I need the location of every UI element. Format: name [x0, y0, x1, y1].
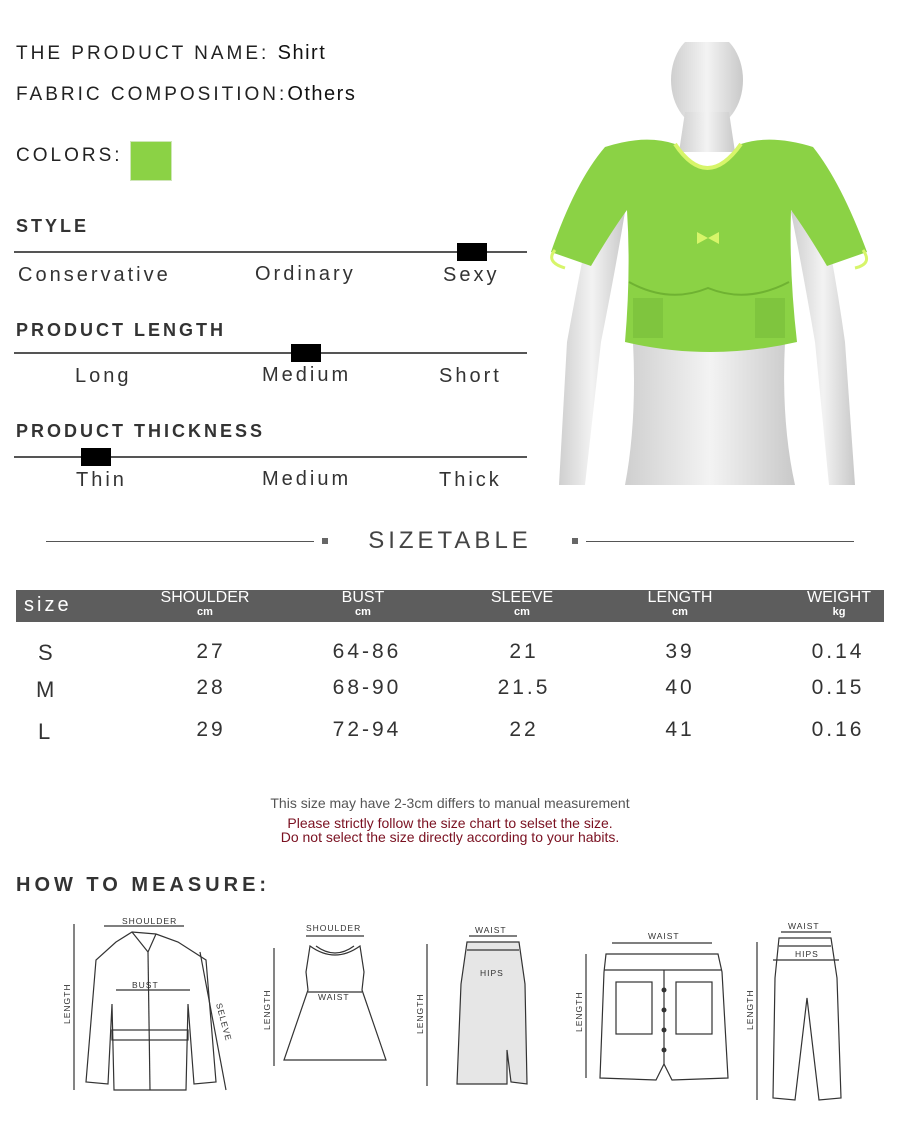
style-marker — [457, 243, 487, 261]
sizetable-dot-left — [322, 538, 328, 544]
thickness-option-medium: Medium — [262, 468, 352, 490]
cell-weight: 0.15 — [811, 676, 865, 699]
cell-sleeve: 22 — [509, 718, 539, 741]
cell-length: 41 — [665, 718, 695, 741]
cell-shoulder: 27 — [196, 640, 226, 663]
product-name-row — [16, 42, 326, 65]
cell-length: 40 — [665, 676, 695, 699]
header-size: size — [24, 594, 72, 616]
jacket-shoulder-label: SHOULDER — [122, 916, 178, 926]
thickness-title: PRODUCT THICKNESS — [16, 421, 266, 441]
length-option-long: Long — [75, 365, 132, 387]
shorts-waist-label: WAIST — [648, 931, 680, 941]
cell-weight: 0.16 — [811, 718, 865, 741]
size-table-header — [16, 590, 884, 622]
style-option-sexy: Sexy — [443, 264, 500, 286]
dress-diagram — [258, 920, 388, 1090]
jacket-length-label: LENGTH — [62, 983, 72, 1024]
style-option-conservative: Conservative — [18, 264, 171, 286]
length-marker — [291, 344, 321, 362]
cell-sleeve: 21.5 — [497, 676, 551, 699]
cell-size: S — [38, 640, 53, 665]
thickness-marker — [81, 448, 111, 466]
note-measurement: This size may have 2-3cm differs to manual measurement — [270, 795, 630, 811]
shorts-diagram — [572, 928, 737, 1088]
jacket-bust-label: BUST — [132, 980, 159, 990]
header-bust: BUST cm — [341, 589, 385, 618]
thickness-option-thin: Thin — [76, 469, 127, 491]
colors-label: COLORS: — [16, 145, 123, 166]
skirt-hips-label: HIPS — [480, 968, 504, 978]
how-to-measure-title: HOW TO MEASURE: — [16, 874, 271, 896]
thickness-option-thick: Thick — [439, 469, 502, 491]
sizetable-dot-right — [572, 538, 578, 544]
skirt-length-label: LENGTH — [415, 993, 425, 1034]
cell-bust: 64-86 — [332, 640, 402, 663]
length-option-medium: Medium — [262, 364, 352, 386]
color-swatch-green[interactable] — [130, 141, 172, 181]
cell-sleeve: 21 — [509, 640, 539, 663]
cell-bust: 72-94 — [332, 718, 402, 741]
fabric-value: Others — [287, 83, 357, 105]
fabric-row — [16, 83, 356, 106]
style-option-ordinary: Ordinary — [255, 263, 356, 285]
pants-waist-label: WAIST — [788, 921, 820, 931]
length-scale-line — [14, 352, 527, 354]
header-shoulder: SHOULDER cm — [160, 589, 250, 618]
length-option-short: Short — [439, 365, 502, 387]
header-length: LENGTH cm — [647, 589, 713, 618]
pants-length-label: LENGTH — [745, 989, 755, 1030]
note-habits: Do not select the size directly according to your habits. — [280, 829, 620, 845]
product-name-label: THE PRODUCT NAME: — [16, 43, 270, 64]
cell-bust: 68-90 — [332, 676, 402, 699]
cell-size: L — [38, 719, 51, 744]
cell-weight: 0.14 — [811, 640, 865, 663]
pants-diagram — [745, 918, 855, 1108]
cell-shoulder: 28 — [196, 676, 226, 699]
sizetable-rule-left — [46, 541, 314, 542]
jacket-sleeve-label: SELEVE — [214, 1001, 234, 1043]
jacket-diagram — [56, 912, 246, 1102]
product-photo — [545, 42, 870, 485]
skirt-diagram — [413, 924, 533, 1094]
dress-shoulder-label: SHOULDER — [306, 923, 362, 933]
shorts-length-label: LENGTH — [574, 991, 584, 1032]
fabric-label: FABRIC COMPOSITION: — [16, 84, 288, 105]
note-follow-chart: Please strictly follow the size chart to selset the size. — [287, 815, 613, 831]
header-weight: WEIGHT kg — [807, 589, 871, 618]
skirt-waist-label: WAIST — [475, 925, 507, 935]
sizetable-rule-right — [586, 541, 854, 542]
product-name-value: Shirt — [277, 42, 327, 64]
style-scale-line — [14, 251, 527, 253]
dress-length-label: LENGTH — [262, 989, 272, 1030]
style-title: STYLE — [16, 216, 90, 236]
sizetable-title: SIZETABLE — [368, 527, 532, 554]
length-title: PRODUCT LENGTH — [16, 320, 226, 340]
dress-waist-label: WAIST — [318, 992, 350, 1002]
cell-size: M — [36, 677, 55, 702]
header-sleeve: SLEEVE cm — [490, 589, 554, 618]
cell-shoulder: 29 — [196, 718, 226, 741]
cell-length: 39 — [665, 640, 695, 663]
pants-hips-label: HIPS — [795, 949, 819, 959]
